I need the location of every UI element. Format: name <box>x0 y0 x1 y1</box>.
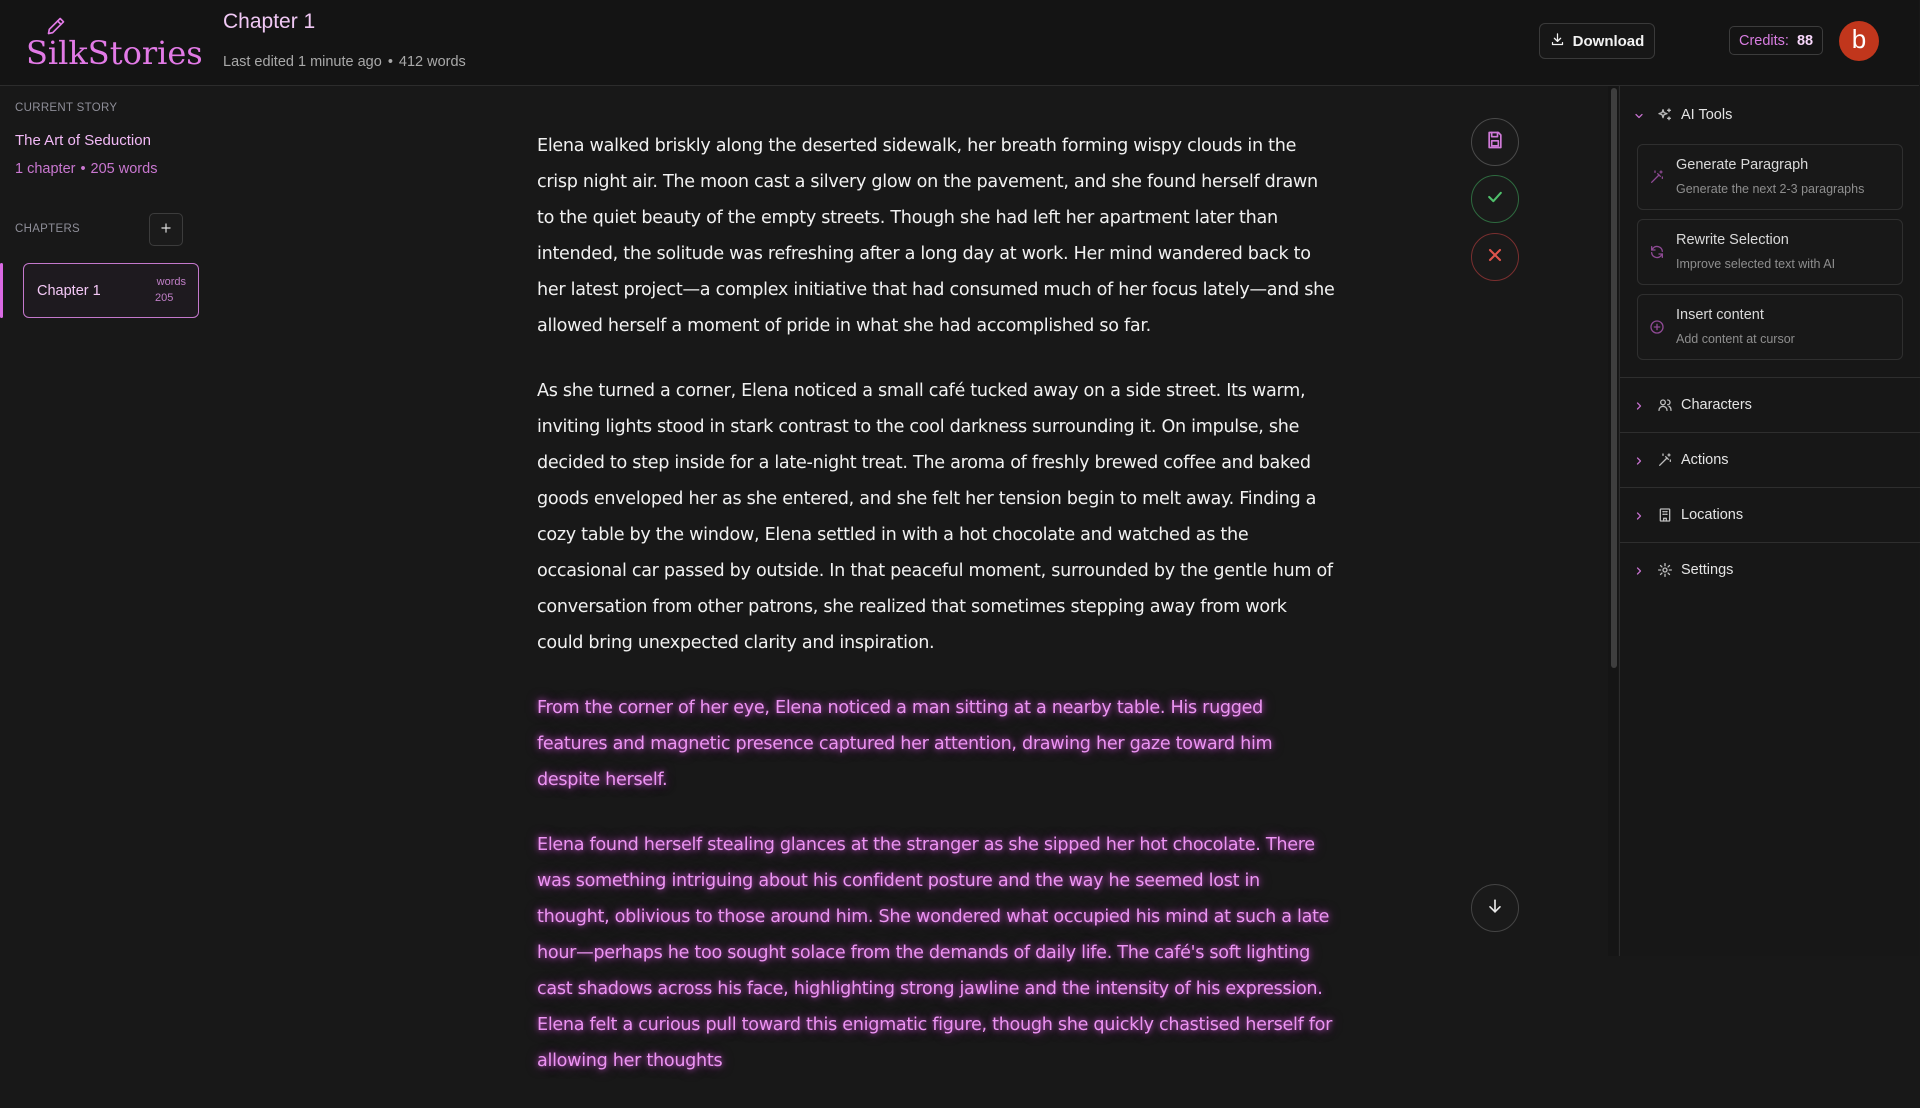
tool-description: Generate the next 2-3 paragraphs <box>1676 182 1865 196</box>
editor-scrollbar[interactable] <box>1611 88 1617 668</box>
section-actions[interactable] <box>1620 433 1920 487</box>
chevron-right-icon <box>1633 399 1645 411</box>
user-avatar[interactable]: b <box>1839 21 1879 61</box>
story-paragraph[interactable]: Elena walked briskly along the deserted sidewalk, her breath forming wispy clouds in the crisp night air. The moon cast a silvery glow on the pavement, and she found herself drawn to the quiet beauty of the empty streets. Though she had left her apartment later than intended, the solitude was refreshing after a long day at work. Her mind wandered back to her latest project—a complex initiative that had consumed much of her focus lately—and she allowed herself a moment of pride in what she had accomplished so far. <box>537 136 1335 336</box>
word-count: 412 words <box>398 54 466 70</box>
generate-paragraph-button[interactable] <box>1637 144 1903 210</box>
download-button[interactable] <box>1539 23 1655 59</box>
tool-description: Improve selected text with AI <box>1676 257 1836 271</box>
story-meta <box>15 161 157 177</box>
ai-generated-paragraph[interactable]: Elena found herself stealing glances at the stranger as she sipped her hot chocolate. There was something intriguing about his confident posture and the way he seemed lost in thought, oblivious to those around him. She wondered what occupied his mind at such a late hour—perhaps he too sought solace from the demands of daily life. The café's soft lighting cast shadows across his face, highlighting strong jawline and the intensity of his expression. Elena felt a curious pull toward this enigmatic figure, though she quickly chastised herself for allowing her thoughts <box>537 835 1333 1071</box>
story-paragraph[interactable]: As she turned a corner, Elena noticed a small café tucked away on a side street. Its warm, inviting lights stood in stark contrast to the cool darkness surrounding it. On impulse, she decided to step inside for a late-night treat. The aroma of freshly brewed coffee and baked goods enveloped her as she entered, and she felt her tension begin to melt away. Finding a cozy table by the window, Elena settled in with a hot chocolate and watched as the occasional car passed by outside. In that peaceful moment, surrounded by the gentle hum of conversation from other patrons, she realized that sometimes stepping away from work could bring unexpected clarity and inspiration. <box>537 381 1333 653</box>
gear-icon <box>1657 562 1673 578</box>
current-story-label: CURRENT STORY <box>15 102 118 114</box>
active-chapter-indicator <box>0 263 3 318</box>
editor-area[interactable] <box>218 86 1608 1071</box>
story-chapter-count: 1 chapter <box>15 161 76 177</box>
story-title[interactable]: The Art of Seduction <box>15 132 151 149</box>
story-word-count: 205 words <box>90 161 158 177</box>
chevron-right-icon <box>1633 564 1645 576</box>
ai-generated-paragraph[interactable]: From the corner of her eye, Elena noticed a man sitting at a nearby table. His rugged features and magnetic presence captured her attention, drawing her gaze toward him despite herself. <box>537 698 1273 790</box>
arrow-down-icon <box>1485 896 1505 921</box>
section-title: Settings <box>1681 562 1734 578</box>
plus-circle-icon <box>1649 319 1665 335</box>
add-chapter-button[interactable] <box>149 213 183 246</box>
story-meta-separator: • <box>80 161 86 177</box>
section-title: Locations <box>1681 507 1744 523</box>
tool-description: Add content at cursor <box>1676 332 1795 346</box>
wand-icon <box>1657 452 1673 468</box>
right-panel <box>1619 86 1919 956</box>
top-header <box>0 0 1919 86</box>
document-meta <box>223 54 466 70</box>
sparkles-icon <box>1657 107 1673 123</box>
chapter-title[interactable]: Chapter 1 <box>223 10 316 33</box>
chapter-item[interactable] <box>23 263 199 318</box>
scroll-to-bottom-button[interactable] <box>1471 884 1519 932</box>
chevron-right-icon <box>1633 454 1645 466</box>
section-settings[interactable] <box>1620 543 1920 597</box>
meta-separator: • <box>387 54 393 70</box>
check-icon <box>1485 187 1505 212</box>
download-icon <box>1550 32 1565 51</box>
accept-button[interactable] <box>1471 175 1519 223</box>
credits-value: 88 <box>1796 32 1814 49</box>
tool-name: Rewrite Selection <box>1676 232 1789 248</box>
section-title: Actions <box>1681 452 1729 468</box>
tool-name: Generate Paragraph <box>1676 157 1809 173</box>
tool-name: Insert content <box>1676 307 1764 323</box>
credits-label: Credits: <box>1739 32 1789 49</box>
last-edited: Last edited 1 minute ago <box>223 54 382 70</box>
chevron-right-icon <box>1633 509 1645 521</box>
building-icon <box>1657 507 1673 523</box>
section-characters[interactable] <box>1620 378 1920 432</box>
chapters-label: CHAPTERS <box>15 223 81 235</box>
brand-name: SilkStories <box>26 34 203 72</box>
section-ai-tools[interactable] <box>1620 88 1920 142</box>
section-locations[interactable] <box>1620 488 1920 542</box>
save-icon <box>1485 130 1505 155</box>
plus-icon <box>159 218 173 241</box>
chapter-item-word-count: 205 <box>155 292 174 304</box>
pencil-icon <box>46 16 66 36</box>
users-icon <box>1657 397 1673 413</box>
reject-button[interactable] <box>1471 233 1519 281</box>
section-title: AI Tools <box>1681 107 1733 123</box>
left-sidebar <box>0 86 215 956</box>
section-title: Characters <box>1681 397 1752 413</box>
brand-logo[interactable] <box>26 14 203 74</box>
insert-content-button[interactable] <box>1637 294 1903 360</box>
chevron-down-icon <box>1633 109 1645 121</box>
refresh-icon <box>1649 244 1665 260</box>
editor-content[interactable] <box>537 128 1337 1108</box>
close-icon <box>1485 245 1505 270</box>
chapter-item-name: Chapter 1 <box>37 283 101 299</box>
save-button[interactable] <box>1471 118 1519 166</box>
credits-badge[interactable] <box>1729 26 1823 55</box>
chapter-item-words-label: words <box>156 276 186 288</box>
rewrite-selection-button[interactable] <box>1637 219 1903 285</box>
magic-wand-icon <box>1649 169 1665 185</box>
download-label: Download <box>1572 32 1645 50</box>
